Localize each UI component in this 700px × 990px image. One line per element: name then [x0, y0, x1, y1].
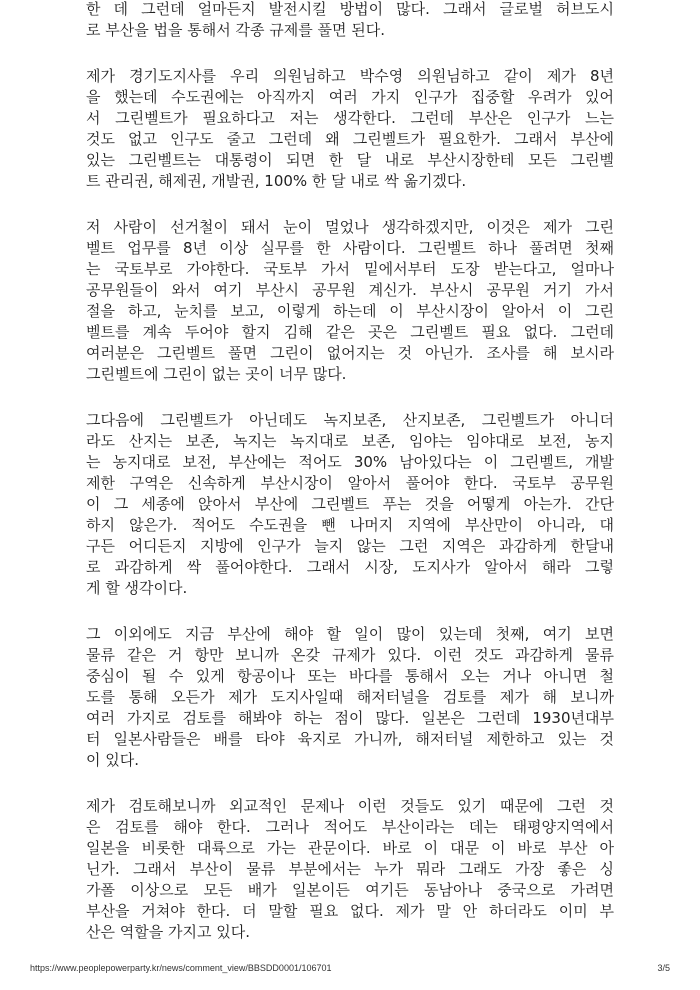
text-line: 저 사람이 선거철이 돼서 눈이 멀었나 생각하겠지만, 이것은 제가 그린 — [86, 217, 614, 236]
text-line: 그다음에 그린벨트가 아닌데도 녹지보존, 산지보존, 그린벨트가 아니더 — [86, 410, 614, 429]
text-line: 벨트를 계속 두어야 할지 김해 같은 곳은 그린벨트 필요 없다. 그런데 — [86, 322, 614, 341]
text-line: 는 국토부로 가야한다. 국토부 가서 밑에서부터 도장 받는다고, 얼마나 — [86, 259, 614, 278]
text-line: 제가 검토해보니까 외교적인 문제나 이런 것들도 있기 때문에 그런 것 — [86, 796, 614, 815]
text-line: 중심이 될 수 있게 항공이나 또는 바다를 통해서 오는 거나 아니면 철 — [86, 666, 614, 685]
text-line: 그린벨트에 그린이 없는 곳이 너무 많다. — [86, 364, 347, 383]
text-line: 이 있다. — [86, 750, 140, 769]
text-line: 제가 경기도지사를 우리 의원님하고 박수영 의원님하고 같이 제가 8년 — [86, 66, 614, 85]
text-line: 터 일본사람들은 배를 타야 육지로 가니까, 해저터널 제한하고 있는 것 — [86, 729, 614, 748]
page-footer — [30, 962, 670, 974]
text-line: 닌가. 그래서 부산이 물류 부분에서는 누가 뭐라 그래도 가장 좋은 싱 — [86, 859, 614, 878]
text-line: 로 부산을 법을 통해서 각종 규제를 풀면 된다. — [86, 20, 385, 39]
text-line: 서 그린벨트가 필요하다고 저는 생각한다. 그런데 부산은 인구가 느는 — [86, 108, 614, 127]
text-line: 여러 가지로 검토를 해봐야 하는 점이 많다. 일본은 그런데 1930년대부 — [86, 708, 614, 727]
text-line: 도를 통해 오든가 제가 도지사일때 해저터널을 검토를 제가 해 보니까 — [86, 687, 614, 706]
footer-url: https://www.peoplepowerparty.kr/news/comment_view/BBSDD0001/106701 — [30, 963, 332, 973]
text-line: 트 관리권, 해제권, 개발권, 100% 한 달 내로 싹 옮기겠다. — [86, 171, 467, 190]
text-line: 한 데 그런데 얼마든지 발전시킬 방법이 많다. 그래서 글로벌 허브도시 — [86, 0, 614, 18]
text-line: 로 과감하게 싹 풀어야한다. 그래서 시장, 도지사가 알아서 해라 그렇 — [86, 557, 614, 576]
text-line: 가폴 이상으로 모든 배가 일본이든 여기든 동남아나 중국으로 가려면 — [86, 880, 614, 899]
text-line: 은 검토를 해야 한다. 그러나 적어도 부산이라는 데는 태평양지역에서 — [86, 817, 614, 836]
text-line: 구든 어디든지 지방에 인구가 늘지 않는 그런 지역은 과감하게 한달내 — [86, 536, 614, 555]
paragraph — [86, 410, 614, 599]
text-line: 하지 않은가. 적어도 수도권을 뺀 나머지 지역에 부산만이 아니라, 대 — [86, 515, 614, 534]
text-line: 는 농지대로 보전, 부산에는 적어도 30% 남아있다는 이 그린벨트, 개발 — [86, 452, 614, 471]
text-line: 게 할 생각이다. — [86, 578, 188, 597]
text-line: 일본을 비롯한 대륙으로 가는 관문이다. 바로 이 대문 이 바로 부산 아 — [86, 838, 614, 857]
text-line: 그 이외에도 지금 부산에 해야 할 일이 많이 있는데 첫째, 여기 보면 — [86, 624, 614, 643]
text-line: 제한 구역은 신속하게 부산시장이 알아서 풀어야 한다. 국토부 공무원 — [86, 473, 614, 492]
text-line: 있는 그린벨트는 대통령이 되면 한 달 내로 부산시장한테 모든 그린벨 — [86, 150, 614, 169]
text-line: 산은 역할을 가지고 있다. — [86, 922, 250, 941]
paragraph — [86, 624, 614, 771]
paragraph — [86, 796, 614, 943]
paragraph — [86, 217, 614, 385]
paragraph — [86, 66, 614, 192]
text-line: 공무원들이 와서 여기 부산시 공무원 계신가. 부산시 공무원 거기 가서 — [86, 280, 614, 299]
text-line: 이 그 세종에 앉아서 부산에 그린벨트 푸는 것을 어떻게 아는가. 간단 — [86, 494, 614, 513]
text-line: 라도 산지는 보존, 녹지는 녹지대로 보존, 임야는 임야대로 보전, 농지 — [86, 431, 614, 450]
document-body — [86, 0, 614, 968]
text-line: 절을 하고, 눈치를 보고, 이렇게 하는데 이 부산시장이 알아서 이 그린 — [86, 301, 614, 320]
text-line: 것도 없고 인구도 줄고 그런데 왜 그린벨트가 필요한가. 그래서 부산에 — [86, 129, 614, 148]
page-number: 3/5 — [657, 963, 670, 973]
paragraph — [86, 0, 614, 41]
text-line: 벨트 업무를 8년 이상 실무를 한 사람이다. 그린벨트 하나 풀려면 첫째 — [86, 238, 614, 257]
text-line: 여러분은 그린벨트 풀면 그린이 없어지는 것 아닌가. 조사를 해 보시라 — [86, 343, 614, 362]
text-line: 부산을 거쳐야 한다. 더 말할 필요 없다. 제가 말 안 하더라도 이미 부 — [86, 901, 614, 920]
text-line: 물류 같은 거 항만 보니까 온갖 규제가 있다. 이런 것도 과감하게 물류 — [86, 645, 614, 664]
text-line: 을 했는데 수도권에는 아직까지 여러 가지 인구가 집중할 우려가 있어 — [86, 87, 614, 106]
